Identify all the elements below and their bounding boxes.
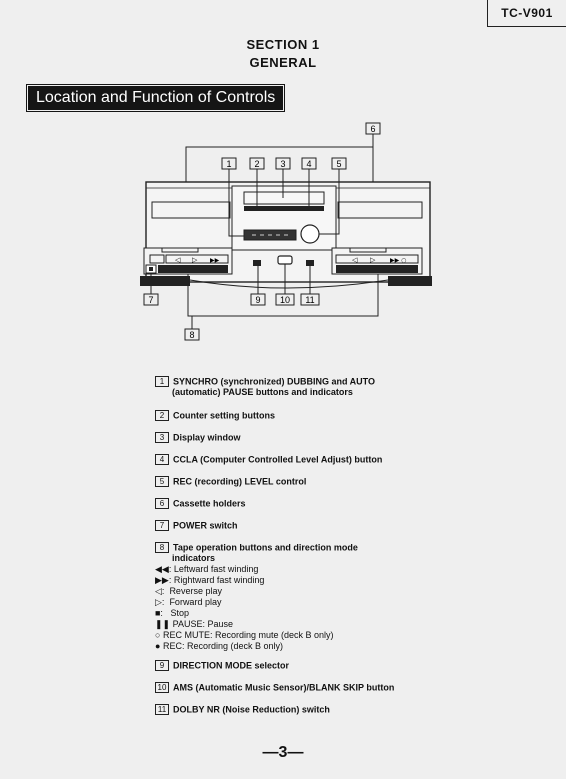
list-item: 6 Cassette holders [155,498,246,509]
tape-op-forward: ▷: Forward play [155,597,222,607]
svg-text:◁: ◁ [175,256,181,264]
svg-text:◁: ◁ [352,256,358,264]
svg-text:▶▶ ○: ▶▶ ○ [390,257,407,264]
list-item: 11 DOLBY NR (Noise Reduction) switch [155,704,330,715]
callout-7: 7 [148,295,154,305]
callout-9: 9 [255,295,261,305]
list-item: 1 SYNCHRO (synchronized) DUBBING and AUTO (automatic) PAUSE buttons and indicators [155,376,375,397]
list-item: 2 Counter setting buttons [155,410,275,421]
list-item: 3 Display window [155,432,241,443]
tape-op-pause: ❚❚ PAUSE: Pause [155,619,233,629]
tape-op-rec: ● REC: Recording (deck B only) [155,641,283,651]
callout-4: 4 [306,159,312,169]
callout-10: 10 [279,295,291,305]
page-number: —3— [262,744,304,761]
tape-op-leftward: ◀◀: Leftward fast winding [155,564,259,574]
list-item: 7 POWER switch [155,520,238,531]
tape-op-stop: ■: Stop [155,608,189,618]
callout-6: 6 [370,124,376,134]
callout-8: 8 [189,330,195,340]
callout-11: 11 [305,295,315,305]
callout-1: 1 [226,159,232,169]
list-item: 5 REC (recording) LEVEL control [155,476,306,487]
model-number: TC-V901 [487,0,566,27]
list-item: 4 CCLA (Computer Controlled Level Adjust) button [155,454,382,465]
svg-text:▶▶: ▶▶ [210,257,220,264]
list-item: 8 Tape operation buttons and direction mode indicators [155,542,358,563]
tape-op-rec-mute: ○ REC MUTE: Recording mute (deck B only) [155,630,334,640]
callout-2: 2 [254,159,260,169]
section-title: GENERAL [249,55,317,70]
tape-op-rightward: ▶▶: Rightward fast winding [155,575,265,585]
heading-banner: Location and Function of Controls [28,86,283,110]
list-item: 9 DIRECTION MODE selector [155,660,289,671]
callout-3: 3 [280,159,286,169]
svg-text:▷: ▷ [192,256,198,264]
callout-5: 5 [336,159,342,169]
section-number: SECTION 1 [246,37,320,52]
front-panel-diagram [140,120,432,342]
list-item: 10 AMS (Automatic Music Sensor)/BLANK SKIP button [155,682,394,693]
tape-op-reverse: ◁: Reverse play [155,586,222,596]
svg-text:▷: ▷ [370,256,376,264]
